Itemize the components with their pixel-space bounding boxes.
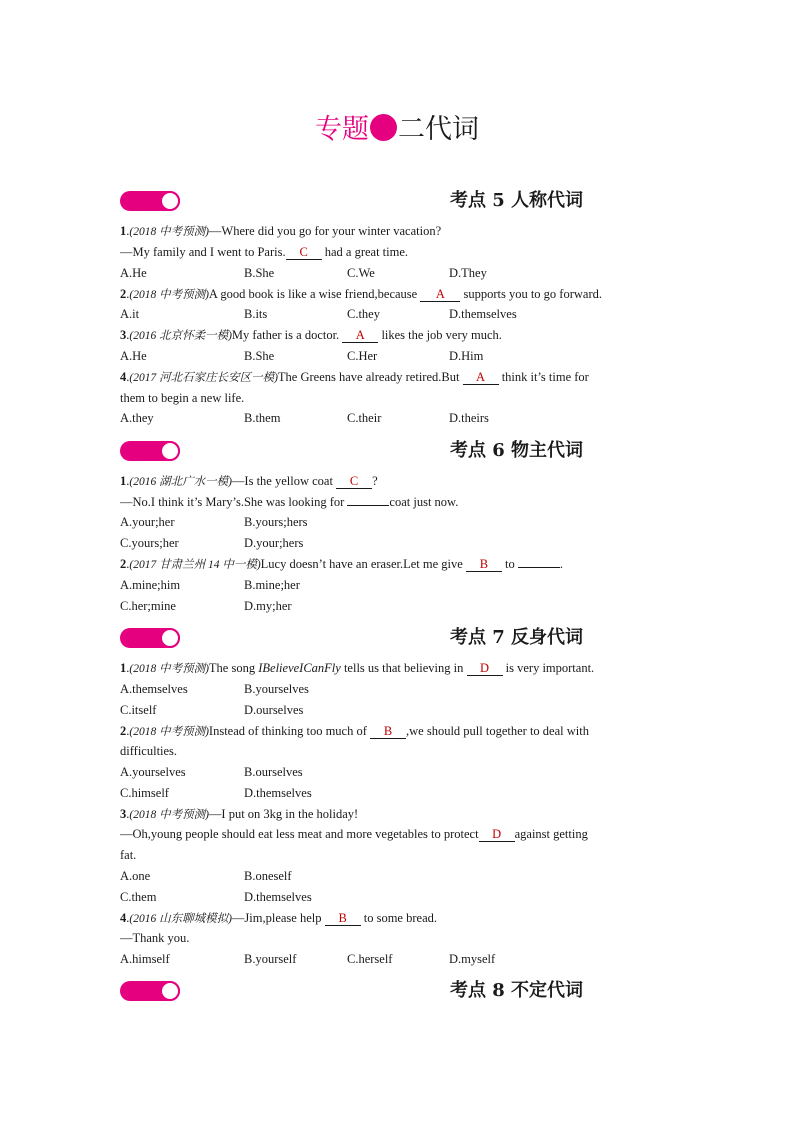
answer-blank: C	[286, 245, 322, 260]
section-header-5	[0, 189, 794, 213]
answer-blank: A	[463, 370, 499, 385]
option: C.himself	[120, 786, 169, 800]
question-line: —Thank you.	[120, 931, 190, 945]
option: A.himself	[120, 952, 170, 966]
option: B.mine;her	[244, 578, 300, 592]
option: C.they	[347, 307, 380, 321]
option: C.her;mine	[120, 599, 176, 613]
question-stem: 4.(2016 山东聊城模拟)—Jim,please help B to some bread.	[120, 911, 437, 925]
section-header-8	[0, 979, 794, 1003]
option: D.Him	[449, 349, 484, 363]
section-heading: 考点 5 人称代词	[450, 190, 584, 211]
question-stem: 1.(2016 湖北广水一模)—Is the yellow coat C ?	[120, 474, 378, 488]
title-prefix: 专题	[315, 114, 369, 145]
option: B.yours;hers	[244, 515, 308, 529]
option: D.themselves	[449, 307, 517, 321]
question-stem: 4.(2017 河北石家庄长安区一模)The Greens have already retired.But A think it’s time for	[120, 370, 589, 384]
option: D.my;her	[244, 599, 292, 613]
answer-blank: D	[467, 661, 503, 676]
answer-blank: A	[420, 287, 460, 302]
answer-blank: A	[342, 328, 378, 343]
option: A.it	[120, 307, 140, 321]
answer-blank: B	[370, 724, 406, 739]
section-header-6	[0, 439, 794, 463]
section-header-7	[0, 626, 794, 650]
answer-blank: B	[466, 557, 502, 572]
section-heading: 考点 8 不定代词	[450, 980, 584, 1001]
question-stem: 1.(2018 中考预测)—Where did you go for your winter vacation?	[120, 224, 442, 238]
section-heading: 考点 7 反身代词	[450, 627, 584, 648]
option: A.themselves	[120, 682, 188, 696]
option: D.They	[449, 266, 487, 280]
question-stem: 2.(2017 甘肃兰州 14 中一模)Lucy doesn’t have an eraser.Let me give B to .	[120, 557, 564, 571]
option: C.We	[347, 266, 375, 280]
toggle-pill-icon	[120, 981, 180, 1001]
page-title	[0, 112, 794, 148]
answer-blank: D	[479, 827, 515, 842]
question-stem: 3.(2018 中考预测)—I put on 3kg in the holiday!	[120, 807, 359, 821]
option: B.She	[244, 266, 275, 280]
option: B.ourselves	[244, 765, 303, 779]
option: D.ourselves	[244, 703, 304, 717]
option: A.they	[120, 411, 154, 425]
question-stem: 2.(2018 中考预测)Instead of thinking too much of B ,we should pull together to deal with	[120, 724, 589, 738]
question-stem: 2.(2018 中考预测)A good book is like a wise friend,because A supports you to go forward.	[120, 287, 602, 301]
option: D.theirs	[449, 411, 489, 425]
question-line: them to begin a new life.	[120, 391, 245, 405]
option: C.yours;her	[120, 536, 179, 550]
option: C.them	[120, 890, 157, 904]
question-stem: 1.(2018 中考预测)The song IBelieveICanFly tells us that believing in D is very important.	[120, 661, 595, 675]
option: A.one	[120, 869, 151, 883]
toggle-pill-icon	[120, 628, 180, 648]
toggle-pill-icon	[120, 191, 180, 211]
option: D.myself	[449, 952, 496, 966]
option: C.itself	[120, 703, 157, 717]
section-heading: 考点 6 物主代词	[450, 440, 584, 461]
answer-blank: B	[325, 911, 361, 926]
title-main: 二代词	[398, 114, 479, 145]
option: B.its	[244, 307, 268, 321]
option: C.Her	[347, 349, 378, 363]
option: B.yourselves	[244, 682, 309, 696]
empty-blank	[518, 567, 560, 568]
empty-blank	[347, 505, 389, 506]
option: B.them	[244, 411, 281, 425]
question-line: —Oh,young people should eat less meat and more vegetables to protect D against getting	[120, 827, 588, 841]
question-line: fat.	[120, 848, 137, 862]
option: B.yourself	[244, 952, 297, 966]
question-line: difficulties.	[120, 744, 178, 758]
option: A.yourselves	[120, 765, 186, 779]
question-line: —My family and I went to Paris. C had a great time.	[120, 245, 409, 259]
option: C.their	[347, 411, 382, 425]
option: C.herself	[347, 952, 393, 966]
option: A.mine;him	[120, 578, 181, 592]
option: A.He	[120, 349, 147, 363]
option: D.themselves	[244, 890, 312, 904]
answer-blank: C	[336, 474, 372, 489]
song-title: IBelieveICanFly	[258, 661, 341, 675]
question-stem: 3.(2016 北京怀柔一模)My father is a doctor. A likes the job very much.	[120, 328, 502, 342]
option: D.themselves	[244, 786, 312, 800]
question-line: —No.I think it’s Mary’s.She was looking for coat just now.	[120, 495, 459, 509]
option: A.your;her	[120, 515, 175, 529]
option: A.He	[120, 266, 147, 280]
option: D.your;hers	[244, 536, 304, 550]
option: B.oneself	[244, 869, 292, 883]
toggle-pill-icon	[120, 441, 180, 461]
title-dot-icon	[370, 114, 397, 141]
option: B.She	[244, 349, 275, 363]
